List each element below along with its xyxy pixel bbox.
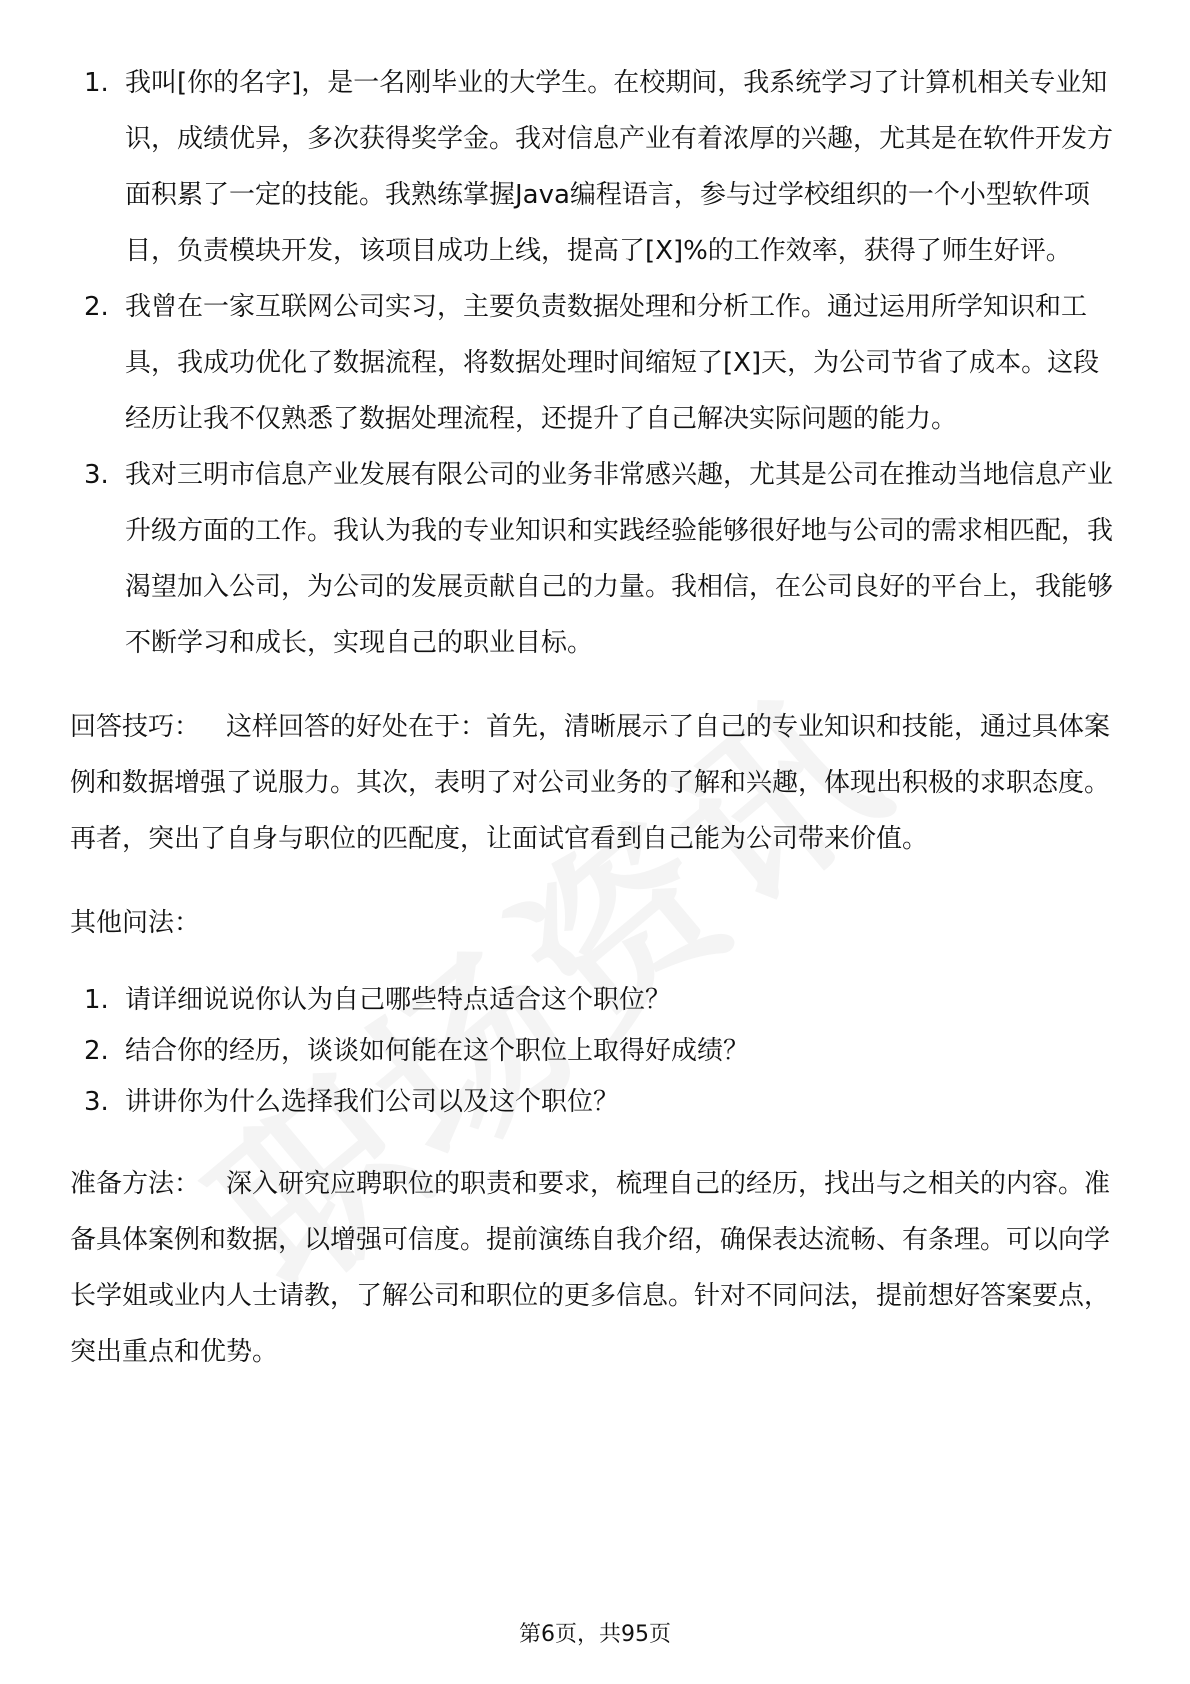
list-item-number: 2. [84,1036,109,1066]
list-item-text: 我叫[你的名字]，是一名刚毕业的大学生。在校期间，我系统学习了计算机相关专业知识，成绩优异，多次获得奖学金。我对信息产业有着浓厚的兴趣，尤其是在软件开发方面积累了一定的技能。我熟练掌握Java编程语言，参与过学校组织的一个小型软件项目，负责模块开发，该项目成功上线，提高了[X]%的工作效率，获得了师生好评。 [125,68,1114,266]
list-item [70,975,1125,1026]
list-item-text: 请详细说说你认为自己哪些特点适合这个职位？ [125,985,672,1015]
list-item [70,279,1125,447]
list-item-text: 我对三明市信息产业发展有限公司的业务非常感兴趣，尤其是公司在推动当地信息产业升级方面的工作。我认为我的专业知识和实践经验能够很好地与公司的需求相匹配，我渴望加入公司，为公司的发展贡献自己的力量。我相信，在公司良好的平台上，我能够不断学习和成长，实现自己的职业目标。 [125,460,1114,658]
list-item [70,1077,1125,1128]
list-item-number: 1. [84,985,109,1015]
list-item-number: 2. [84,292,109,322]
list-item-text: 结合你的经历，谈谈如何能在这个职位上取得好成绩？ [125,1036,750,1066]
list-item [70,1026,1125,1077]
list-item-number: 3. [84,1087,109,1117]
preparation-text: 深入研究应聘职位的职责和要求，梳理自己的经历，找出与之相关的内容。准备具体案例和数据，以增强可信度。提前演练自我介绍，确保表达流畅、有条理。可以向学长学姐或业内人士请教，了解公司和职位的更多信息。针对不同问法，提前想好答案要点，突出重点和优势。 [70,1169,1111,1367]
page-number: 第6页，共95页 [519,1622,671,1647]
document-body [70,55,1125,1380]
other-questions-heading: 其他问法： [70,908,201,938]
answer-list [70,55,1125,671]
list-item-number: 3. [84,460,109,490]
preparation-paragraph [70,1156,1125,1380]
list-item-text: 我曾在一家互联网公司实习，主要负责数据处理和分析工作。通过运用所学知识和工具，我成功优化了数据流程，将数据处理时间缩短了[X]天，为公司节省了成本。这段经历让我不仅熟悉了数据处理流程，还提升了自己解决实际问题的能力。 [125,292,1100,434]
preparation-label: 准备方法： [70,1169,201,1199]
tips-text: 这样回答的好处在于：首先，清晰展示了自己的专业知识和技能，通过具体案例和数据增强了说服力。其次，表明了对公司业务的了解和兴趣，体现出积极的求职态度。再者，突出了自身与职位的匹配度，让面试官看到自己能为公司带来价值。 [70,712,1111,854]
list-item-number: 1. [84,68,109,98]
list-item [70,55,1125,279]
list-item [70,447,1125,671]
tips-label: 回答技巧： [70,712,201,742]
list-item-text: 讲讲你为什么选择我们公司以及这个职位？ [125,1087,620,1117]
tips-paragraph [70,699,1125,867]
other-questions-list [70,975,1125,1128]
